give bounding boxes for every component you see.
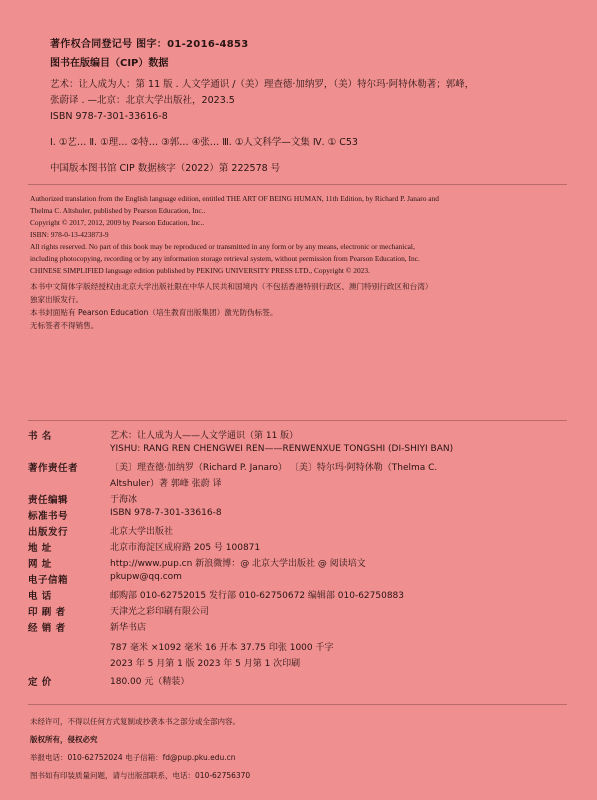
field-label: 地 址 [28, 543, 52, 554]
quality-contact: 图书如有印装质量问题，请与出版部联系，电话：010-62756370 [30, 771, 251, 780]
divider [28, 420, 567, 421]
distributor: 新华书店 [110, 623, 147, 633]
english-line: including photocopying, recording or by any information storage retrieval system, without permission from Pearson Education, Inc. [30, 254, 420, 263]
copy-warning: 未经许可，不得以任何方式复制或抄袭本书之部分或全部内容。 [30, 717, 240, 726]
label-notice: 本书封面贴有 Pearson Education（培生教育出版集团）激光防伪标签。 [30, 308, 278, 317]
format: 787 毫米 ×1092 毫米 16 开本 37.75 印张 1000 千字 [110, 643, 334, 653]
phone: 邮购部 010-62752015 发行部 010-62750672 编辑部 010-62750883 [110, 591, 405, 601]
english-line: Authorized translation from the English language edition, entitled THE ART OF BEING HUMAN, 11th Edition, by Richard P. Janaro and [30, 194, 439, 203]
email: pkupw@qq.com [110, 572, 182, 582]
label-notice: 无标签者不得销售。 [30, 321, 99, 330]
field-label: 责任编辑 [28, 495, 69, 506]
field-label: 电子信箱 [28, 575, 69, 586]
website: http://www.pup.cn 新浪微博：@ 北京大学出版社 @ 阅读培文 [110, 559, 366, 569]
address: 北京市海淀区成府路 205 号 100871 [110, 543, 261, 553]
authors: 〔美〕理查德·加纳罗（Richard P. Janaro） 〔美〕特尔玛·阿特休勒（Thelma C. [110, 463, 438, 473]
cip-line-2: 张蔚译 . —北京：北京大学出版社，2023.5 [50, 95, 235, 106]
field-label: 印 刷 者 [28, 607, 66, 618]
book-title: 艺术：让人成为人——人文学通识（第 11 版） [110, 431, 299, 441]
field-label: 标准书号 [28, 511, 69, 522]
english-line: Thelma C. Altshuler, published by Pearson Education, Inc.. [30, 206, 206, 215]
cip-isbn: ISBN 978-7-301-33616-8 [50, 111, 168, 122]
edition: 2023 年 5 月第 1 版 2023 年 5 月第 1 次印刷 [110, 659, 301, 669]
divider [28, 704, 567, 705]
field-label: 电 话 [28, 591, 52, 602]
authors-continued: Altshuler）著 郭峰 张蔚 译 [110, 479, 222, 489]
divider [28, 184, 567, 185]
cip-line-1: 艺术：让人成为人：第 11 版 . 人文学通识 /（美）理查德·加纳罗，（美）特尔玛·阿特休勒著；郭峰， [50, 79, 475, 90]
field-label: 书 名 [28, 431, 52, 442]
isbn: ISBN 978-7-301-33616-8 [110, 508, 222, 518]
cip-number: 中国版本图书馆 CIP 数据核字（2022）第 222578 号 [50, 163, 281, 174]
field-label: 经 销 者 [28, 623, 66, 634]
cip-classification: Ⅰ. ①艺… Ⅱ. ①理… ②特… ③郭… ④张… Ⅲ. ①人文科学—文集 Ⅳ. ① C53 [50, 137, 358, 148]
field-label: 著作责任者 [28, 463, 79, 474]
english-line: ISBN: 978-0-13-423873-9 [30, 230, 109, 239]
field-label: 出版发行 [28, 527, 69, 538]
license-notice: 独家出版发行。 [30, 295, 84, 304]
rights-reserved: 版权所有，侵权必究 [30, 735, 98, 744]
cip-heading: 图书在版编目（CIP）数据 [50, 58, 169, 69]
publisher: 北京大学出版社 [110, 527, 174, 537]
english-line: Copyright © 2017, 2012, 2009 by Pearson Education, Inc.. [30, 218, 205, 227]
contract-registration: 著作权合同登记号 图字：01-2016-4853 [50, 39, 249, 50]
field-label: 定 价 [28, 677, 52, 688]
english-line: All rights reserved. No part of this book may be reproduced or transmitted in any form or by any means, electronic or mechanical, [30, 242, 415, 251]
report-contact: 举报电话：010-62752024 电子信箱：fd@pup.pku.edu.cn [30, 753, 236, 762]
price: 180.00 元（精装） [110, 677, 190, 687]
license-notice: 本书中文简体字版经授权由北京大学出版社限在中华人民共和国境内（不包括香港特别行政区、澳门特别行政区和台湾） [30, 282, 433, 291]
editor: 于海冰 [110, 495, 138, 505]
book-title-pinyin: YISHU: RANG REN CHENGWEI REN——RENWENXUE TONGSHI (DI-SHIYI BAN) [110, 444, 454, 454]
english-line: CHINESE SIMPLIFIED language edition published by PEKING UNIVERSITY PRESS LTD., Copyright © 2023. [30, 266, 370, 275]
printer: 天津光之彩印刷有限公司 [110, 607, 210, 617]
field-label: 网 址 [28, 559, 52, 570]
